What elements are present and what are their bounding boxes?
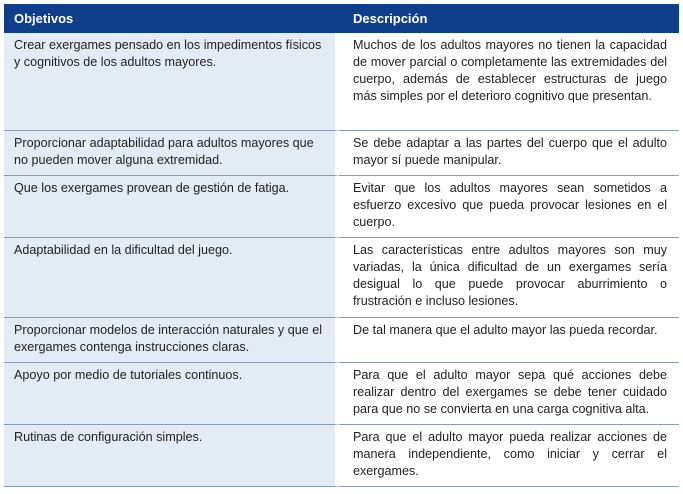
table-row [4,176,679,238]
objective-cell: Proporcionar modelos de interacción naturales y que el exergames contenga instrucciones claras. [4,318,339,363]
description-cell: Muchos de los adultos mayores no tienen la capacidad de mover parcial o completamente las extremidades del cuerpo, además de establecer estructuras de juego más simples por el deterioro cognitivo que presentan. [339,33,679,131]
objectives-table [4,4,679,487]
table-row [4,363,679,425]
description-cell: Se debe adaptar a las partes del cuerpo que el adulto mayor sí puede manipular. [339,131,679,176]
objective-cell: Proporcionar adaptabilidad para adultos mayores que no pueden mover alguna extremidad. [4,131,339,176]
objective-cell: Rutinas de configuración simples. [4,425,339,487]
table-row [4,425,679,487]
table-row [4,33,679,131]
objectives-table-container [4,4,679,487]
table-body [4,33,679,487]
header-description: Descripción [339,4,679,33]
description-cell: Para que el adulto mayor pueda realizar acciones de manera independiente, como iniciar y cerrar el exergames. [339,425,679,487]
objective-cell: Adaptabilidad en la dificultad del juego. [4,238,339,318]
header-objectives: Objetivos [4,4,339,33]
description-cell: De tal manera que el adulto mayor las pueda recordar. [339,318,679,363]
objective-cell: Apoyo por medio de tutoriales continuos. [4,363,339,425]
header-row [4,4,679,33]
table-header [4,4,679,33]
description-cell: Las características entre adultos mayores son muy variadas, la única dificultad de un exergames sería desigual lo que puede provocar aburrimiento o frustración e incluso lesiones. [339,238,679,318]
description-cell: Para que el adulto mayor sepa qué acciones debe realizar dentro del exergames se debe tener cuidado para que no se convierta en una carga cognitiva alta. [339,363,679,425]
table-row [4,318,679,363]
objective-cell: Que los exergames provean de gestión de fatiga. [4,176,339,238]
objective-cell: Crear exergames pensado en los impedimentos físicos y cognitivos de los adultos mayores. [4,33,339,131]
table-row [4,238,679,318]
description-cell: Evitar que los adultos mayores sean sometidos a esfuerzo excesivo que pueda provocar lesiones en el cuerpo. [339,176,679,238]
table-row [4,131,679,176]
